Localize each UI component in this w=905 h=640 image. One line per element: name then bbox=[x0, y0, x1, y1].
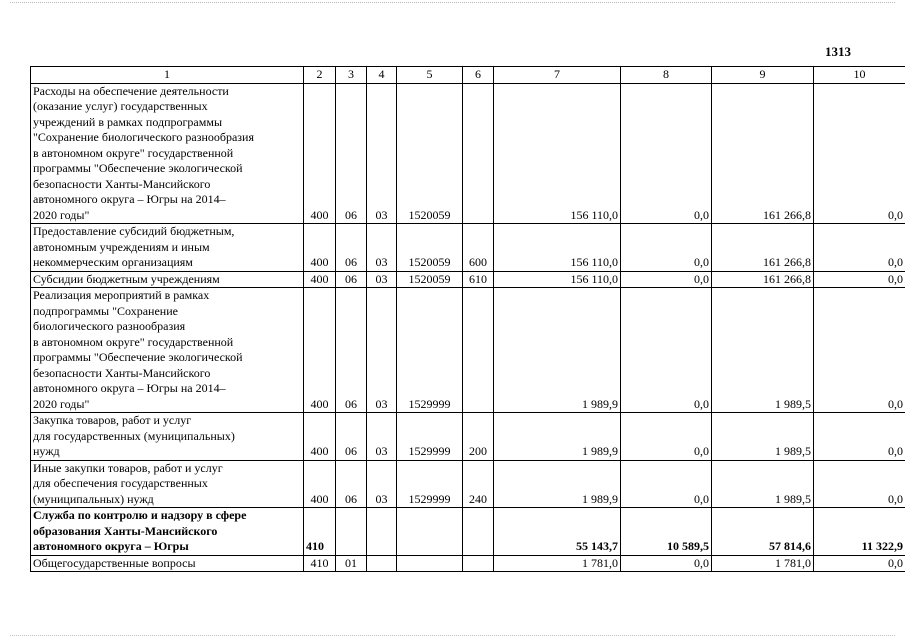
cell-value-9: 1 989,5 bbox=[712, 460, 814, 508]
row-name: Предоставление субсидий бюджетным, автономным учреждениям и иным некоммерческим организациям bbox=[31, 224, 304, 272]
cell-code-2: 400 bbox=[304, 271, 336, 288]
row-name: Субсидии бюджетным учреждениям bbox=[31, 271, 304, 288]
row-name: Закупка товаров, работ и услуг для государственных (муниципальных) нужд bbox=[31, 413, 304, 461]
cell-value-9: 161 266,8 bbox=[712, 271, 814, 288]
cell-code-3 bbox=[336, 508, 367, 556]
cell-code-5: 1529999 bbox=[397, 413, 463, 461]
cell-value-7: 1 989,9 bbox=[494, 288, 621, 413]
cell-code-3: 06 bbox=[336, 271, 367, 288]
cell-value-10: 0,0 bbox=[814, 413, 905, 461]
cell-code-2: 400 bbox=[304, 224, 336, 272]
cell-code-6: 610 bbox=[463, 271, 494, 288]
header-col-10: 10 bbox=[814, 67, 905, 84]
cell-code-6 bbox=[463, 288, 494, 413]
cell-code-6 bbox=[463, 508, 494, 556]
header-col-4: 4 bbox=[367, 67, 397, 84]
header-col-8: 8 bbox=[621, 67, 712, 84]
cell-value-7: 55 143,7 bbox=[494, 508, 621, 556]
cell-code-3: 06 bbox=[336, 224, 367, 272]
scan-edge-bottom bbox=[10, 635, 895, 636]
cell-code-2: 410 bbox=[304, 555, 336, 572]
row-name: Служба по контролю и надзору в сфере образования Ханты-Мансийского автономного округа – Югры bbox=[31, 508, 304, 556]
table-row bbox=[31, 508, 905, 556]
table-row bbox=[31, 555, 905, 572]
cell-code-5: 1529999 bbox=[397, 288, 463, 413]
cell-code-3: 06 bbox=[336, 460, 367, 508]
header-col-6: 6 bbox=[463, 67, 494, 84]
cell-code-6: 600 bbox=[463, 224, 494, 272]
cell-code-3: 06 bbox=[336, 413, 367, 461]
cell-code-6 bbox=[463, 555, 494, 572]
cell-value-8: 0,0 bbox=[621, 555, 712, 572]
cell-value-8: 0,0 bbox=[621, 271, 712, 288]
cell-code-3: 06 bbox=[336, 288, 367, 413]
scan-edge-top bbox=[10, 2, 895, 3]
cell-code-5: 1529999 bbox=[397, 460, 463, 508]
cell-value-7: 156 110,0 bbox=[494, 271, 621, 288]
cell-value-10: 0,0 bbox=[814, 83, 905, 224]
cell-code-4: 03 bbox=[367, 460, 397, 508]
cell-code-5 bbox=[397, 555, 463, 572]
table-row bbox=[31, 271, 905, 288]
cell-value-10: 0,0 bbox=[814, 271, 905, 288]
cell-value-8: 0,0 bbox=[621, 83, 712, 224]
header-col-5: 5 bbox=[397, 67, 463, 84]
cell-code-4: 03 bbox=[367, 271, 397, 288]
cell-value-8: 0,0 bbox=[621, 460, 712, 508]
cell-code-4: 03 bbox=[367, 83, 397, 224]
cell-value-7: 156 110,0 bbox=[494, 83, 621, 224]
cell-code-2: 410 bbox=[304, 508, 336, 556]
cell-code-5 bbox=[397, 508, 463, 556]
cell-value-9: 1 989,5 bbox=[712, 413, 814, 461]
cell-value-10: 0,0 bbox=[814, 555, 905, 572]
cell-value-9: 1 989,5 bbox=[712, 288, 814, 413]
cell-code-2: 400 bbox=[304, 460, 336, 508]
header-col-1: 1 bbox=[31, 67, 304, 84]
cell-code-2: 400 bbox=[304, 288, 336, 413]
cell-value-10: 0,0 bbox=[814, 460, 905, 508]
cell-code-4 bbox=[367, 555, 397, 572]
row-name: Общегосударственные вопросы bbox=[31, 555, 304, 572]
table-row bbox=[31, 224, 905, 272]
table-row bbox=[31, 413, 905, 461]
header-col-9: 9 bbox=[712, 67, 814, 84]
cell-code-3: 06 bbox=[336, 83, 367, 224]
table-row bbox=[31, 288, 905, 413]
budget-table bbox=[30, 66, 905, 572]
cell-value-7: 156 110,0 bbox=[494, 224, 621, 272]
cell-value-8: 0,0 bbox=[621, 413, 712, 461]
cell-code-4: 03 bbox=[367, 224, 397, 272]
row-name: Реализация мероприятий в рамках подпрограммы "Сохранение биологического разнообразия в автономном округе" государственной программы "Обеспечение экологической безопасности Ханты-Мансийского автономного округа – Югры на 2014– 2020 годы" bbox=[31, 288, 304, 413]
cell-code-3: 01 bbox=[336, 555, 367, 572]
cell-value-10: 0,0 bbox=[814, 224, 905, 272]
cell-value-8: 0,0 bbox=[621, 224, 712, 272]
cell-code-4 bbox=[367, 508, 397, 556]
cell-code-5: 1520059 bbox=[397, 83, 463, 224]
header-col-3: 3 bbox=[336, 67, 367, 84]
cell-code-4: 03 bbox=[367, 413, 397, 461]
cell-code-2: 400 bbox=[304, 413, 336, 461]
cell-value-9: 57 814,6 bbox=[712, 508, 814, 556]
cell-code-6: 200 bbox=[463, 413, 494, 461]
cell-value-10: 11 322,9 bbox=[814, 508, 905, 556]
cell-code-5: 1520059 bbox=[397, 224, 463, 272]
row-name: Расходы на обеспечение деятельности (оказание услуг) государственных учреждений в рамках подпрограммы "Сохранение биологического разнообразия в автономном округе" государственной программы "Обеспечение экологической безопасности Ханты-Мансийского автономного округа – Югры на 2014– 2020 годы" bbox=[31, 83, 304, 224]
cell-code-6: 240 bbox=[463, 460, 494, 508]
row-name: Иные закупки товаров, работ и услуг для обеспечения государственных (муниципальных) нужд bbox=[31, 460, 304, 508]
cell-code-4: 03 bbox=[367, 288, 397, 413]
header-col-7: 7 bbox=[494, 67, 621, 84]
cell-code-6 bbox=[463, 83, 494, 224]
cell-value-8: 0,0 bbox=[621, 288, 712, 413]
page-number: 1313 bbox=[825, 44, 851, 59]
cell-value-9: 1 781,0 bbox=[712, 555, 814, 572]
cell-value-7: 1 781,0 bbox=[494, 555, 621, 572]
cell-value-8: 10 589,5 bbox=[621, 508, 712, 556]
table-row bbox=[31, 460, 905, 508]
cell-value-7: 1 989,9 bbox=[494, 460, 621, 508]
cell-value-9: 161 266,8 bbox=[712, 224, 814, 272]
cell-value-10: 0,0 bbox=[814, 288, 905, 413]
header-row bbox=[31, 67, 905, 84]
header-col-2: 2 bbox=[304, 67, 336, 84]
table-row bbox=[31, 83, 905, 224]
cell-value-7: 1 989,9 bbox=[494, 413, 621, 461]
cell-code-2: 400 bbox=[304, 83, 336, 224]
cell-value-9: 161 266,8 bbox=[712, 83, 814, 224]
cell-code-5: 1520059 bbox=[397, 271, 463, 288]
